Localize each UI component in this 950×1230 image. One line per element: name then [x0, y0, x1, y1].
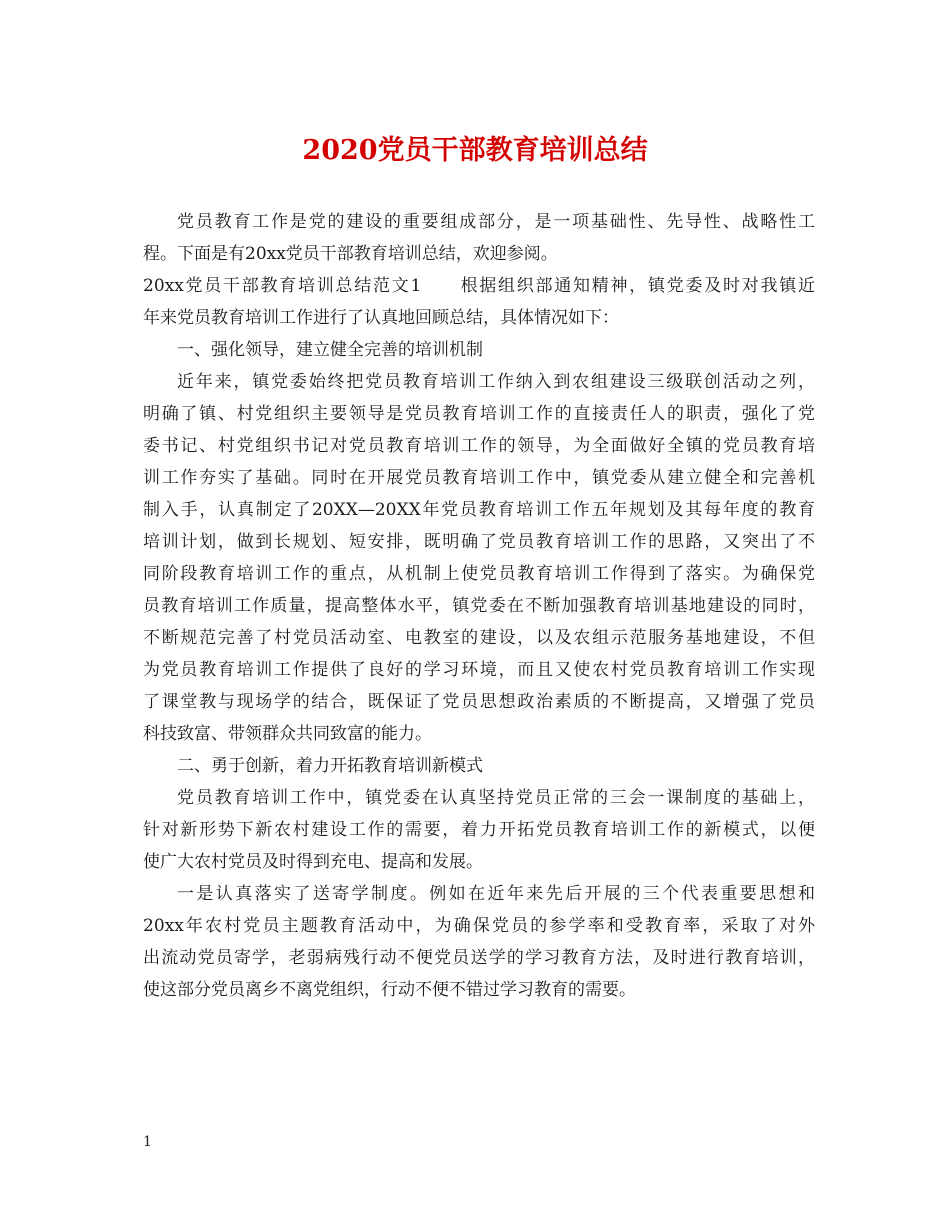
- body-line: 培训计划，做到长规划、短安排，既明确了党员教育培训工作的思路，又突出了不: [143, 532, 815, 552]
- body-line: 使广大农村党员及时得到充电、提高和发展。: [143, 852, 483, 872]
- body-line: 近年来，镇党委始终把党员教育培训工作纳入到农组建设三级联创活动之列，: [177, 372, 815, 392]
- body-line: 员教育培训工作质量，提高整体水平，镇党委在不断加强教育培训基地建设的同时，: [143, 596, 815, 616]
- body-line: 程。下面是有20xx党员干部教育培训总结，欢迎参阅。: [143, 244, 558, 264]
- body-line: 训工作夯实了基础。同时在开展党员教育培训工作中，镇党委从建立健全和完善机: [143, 468, 815, 488]
- section-heading: 一、强化领导，建立健全完善的培训机制: [177, 340, 483, 360]
- body-line: 针对新形势下新农村建设工作的需要，着力开拓党员教育培训工作的新模式，以便: [143, 820, 815, 840]
- body-line: 明确了镇、村党组织主要领导是党员教育培训工作的直接责任人的职责，强化了党: [143, 404, 815, 424]
- body-line: 党员教育培训工作中，镇党委在认真坚持党员正常的三会一课制度的基础上，: [177, 788, 815, 808]
- body-line: 党员教育工作是党的建设的重要组成部分，是一项基础性、先导性、战略性工: [177, 212, 815, 232]
- page-number: 1: [143, 1134, 152, 1150]
- body-line: 出流动党员寄学，老弱病残行动不便党员送学的学习教育方法，及时进行教育培训，: [143, 948, 815, 968]
- body-line: 了课堂教与现场学的结合，既保证了党员思想政治素质的不断提高，又增强了党员: [143, 692, 815, 712]
- body-line: 委书记、村党组织书记对党员教育培训工作的领导，为全面做好全镇的党员教育培: [143, 436, 815, 456]
- body-line: 制入手，认真制定了20XX—20XX年党员教育培训工作五年规划及其每年度的教育: [143, 500, 815, 520]
- body-line: 20xx党员干部教育培训总结范文1 根据组织部通知精神，镇党委及时对我镇近: [143, 276, 815, 296]
- body-line: 科技致富、带领群众共同致富的能力。: [143, 724, 432, 744]
- body-line: 不断规范完善了村党员活动室、电教室的建设，以及农组示范服务基地建设，不但: [143, 628, 815, 648]
- body-line: 同阶段教育培训工作的重点，从机制上使党员教育培训工作得到了落实。为确保党: [143, 564, 815, 584]
- body-line: 使这部分党员离乡不离党组织，行动不便不错过学习教育的需要。: [143, 980, 636, 1000]
- body-line: 为党员教育培训工作提供了良好的学习环境，而且又使农村党员教育培训工作实现: [143, 660, 815, 680]
- body-line: 年来党员教育培训工作进行了认真地回顾总结，具体情况如下：: [143, 308, 619, 328]
- body-line: 一是认真落实了送寄学制度。例如在近年来先后开展的三个代表重要思想和: [177, 884, 815, 904]
- document-body: [143, 206, 815, 1006]
- document-title: 2020党员干部教育培训总结: [302, 135, 648, 166]
- section-heading: 二、勇于创新，着力开拓教育培训新模式: [177, 756, 483, 776]
- body-line: 20xx年农村党员主题教育活动中，为确保党员的参学率和受教育率，采取了对外: [143, 916, 815, 936]
